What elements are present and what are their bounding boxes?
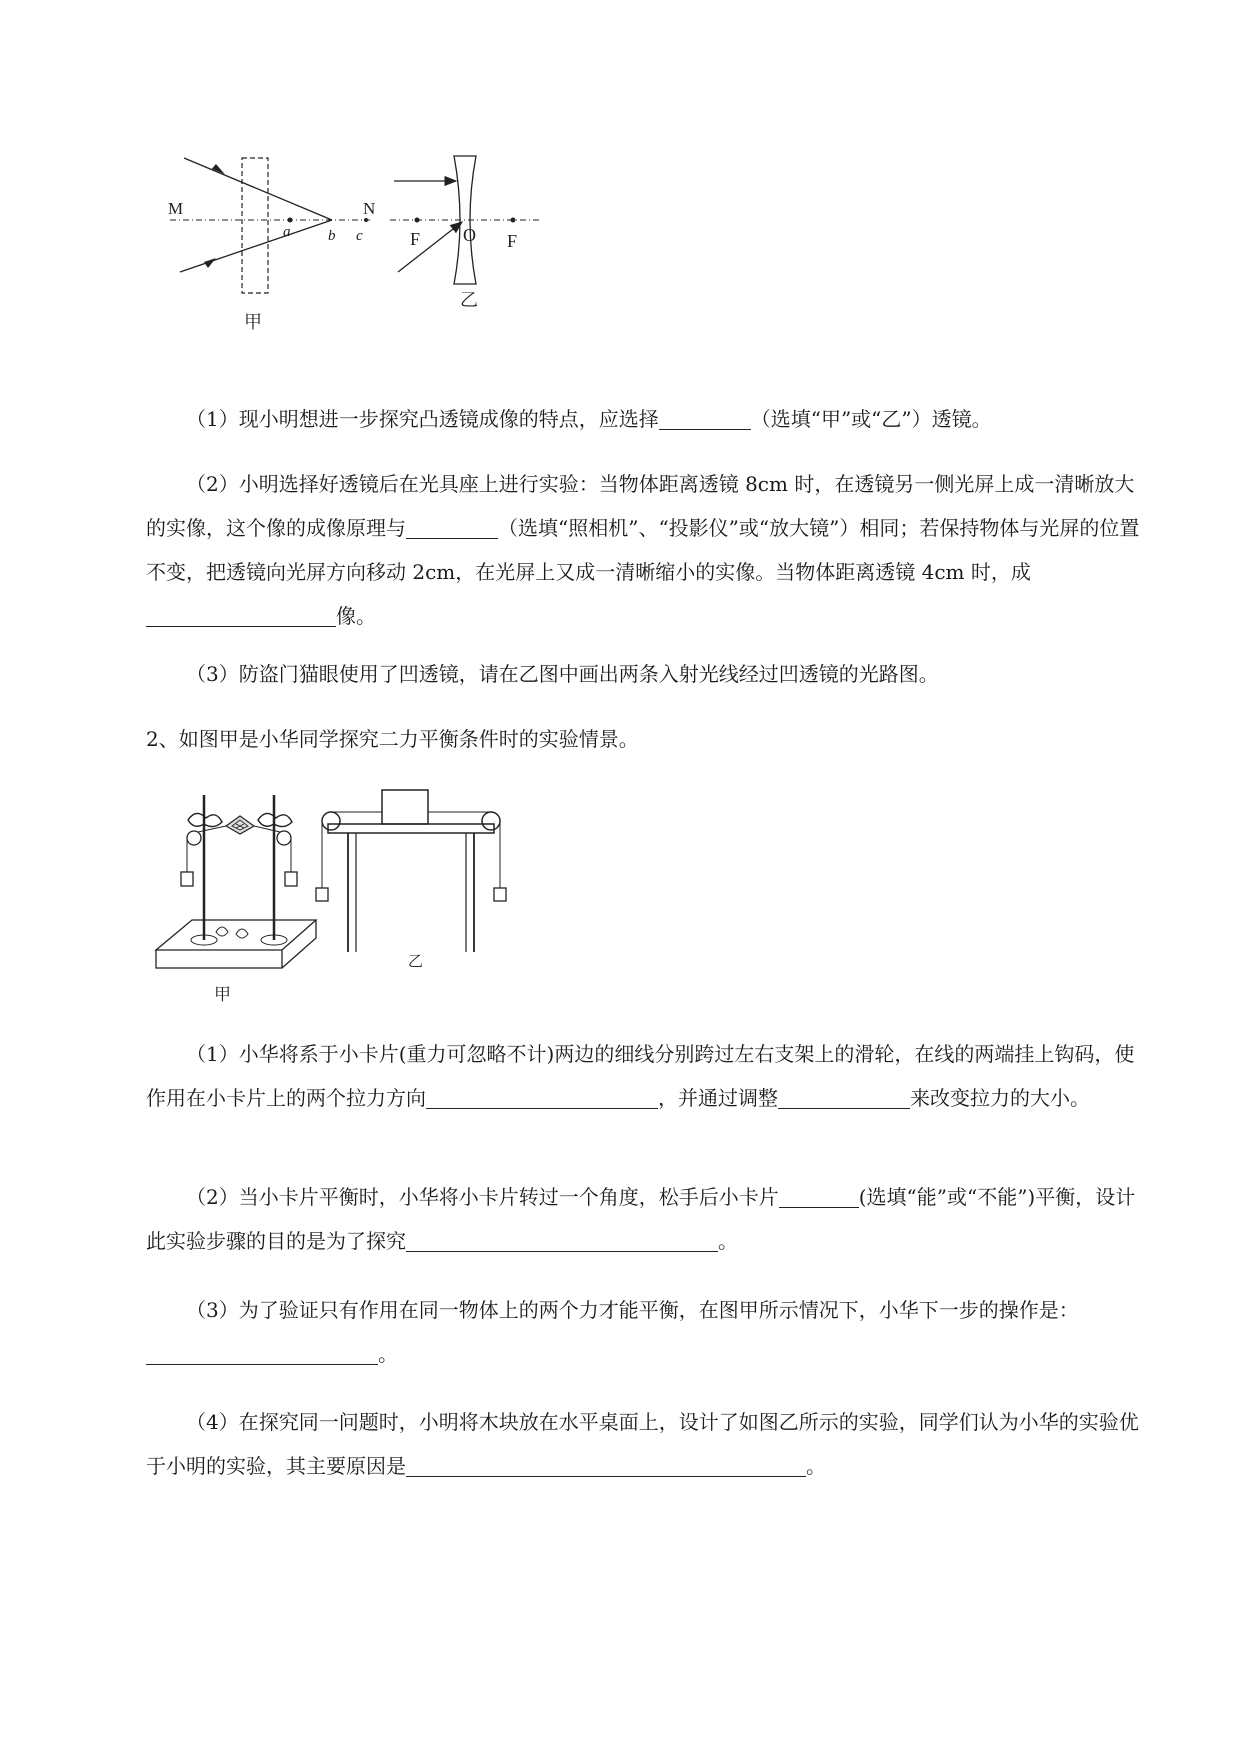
answer-blank[interactable] — [779, 1185, 859, 1208]
q1-part1 — [146, 397, 1146, 441]
q1-part2-text-a: （2）小明选择好透镜后在光具座上进行实验：当物体距离透镜 8cm 时，在透镜另一侧光屏上成一清晰放大的实像，这个像的成像原理与 — [146, 472, 1135, 540]
q2-part2 — [146, 1175, 1146, 1263]
label-c: c — [356, 228, 363, 244]
q2-part2-text-c: 。 — [718, 1229, 738, 1253]
label-a: a — [283, 224, 291, 240]
q2-part2-text-b: (选填“能”或“不能”)平衡，设计此实验步骤的目的是为了探究 — [146, 1185, 1136, 1253]
table-top — [328, 824, 494, 833]
label-yi: 乙 — [460, 290, 478, 310]
focus-right-point — [511, 218, 516, 223]
q2-part1-text-a: （1）小华将系于小卡片(重力可忽略不计)两边的细线分别跨过左右支架上的滑轮，在线的两端挂上钩码，使作用在小卡片上的两个拉力方向 — [146, 1042, 1135, 1110]
hook-weight-left — [181, 872, 193, 886]
label-F-right: F — [507, 231, 518, 251]
ray-oblique-yi — [398, 222, 462, 272]
q2-part1-text-c: 来改变拉力的大小。 — [910, 1086, 1090, 1110]
pulley-left — [187, 831, 201, 845]
focus-left-point — [415, 218, 420, 223]
label-b: b — [328, 228, 336, 244]
wood-block — [382, 790, 428, 824]
balance-figure — [150, 780, 570, 1020]
answer-blank[interactable] — [146, 604, 336, 627]
spare-weight-1 — [216, 927, 228, 936]
label-M: M — [168, 199, 184, 218]
table-weight-left — [316, 888, 328, 901]
answer-blank[interactable] — [778, 1086, 910, 1109]
q2-intro-text: 2、如图甲是小华同学探究二力平衡条件时的实验情景。 — [146, 727, 639, 751]
arrow-lower-jia — [204, 258, 216, 268]
pulley-right — [277, 831, 291, 845]
label-jia: 甲 — [244, 312, 262, 332]
answer-blank[interactable] — [406, 1454, 806, 1477]
ray-lower-jia — [180, 220, 332, 272]
ray-upper-jia — [184, 158, 332, 220]
label-N: N — [363, 199, 376, 218]
answer-blank[interactable] — [146, 1342, 378, 1365]
q2-part1 — [146, 1032, 1146, 1120]
base-board-jia — [156, 920, 316, 968]
q1-part1-text: （1）现小明想进一步探究凸透镜成像的特点，应选择 — [186, 407, 659, 431]
q2-part4 — [146, 1400, 1146, 1488]
q2-part2-text-a: （2）当小卡片平衡时，小华将小卡片转过一个角度，松手后小卡片 — [186, 1185, 779, 1209]
q1-part3-text: （3）防盗门猫眼使用了凹透镜，请在乙图中画出两条入射光线经过凹透镜的光路图。 — [186, 662, 939, 686]
answer-blank[interactable] — [426, 1086, 658, 1109]
q1-part2-text-c: 像。 — [336, 604, 376, 628]
hook-weight-right — [285, 872, 297, 886]
q2-part3-text-a: （3）为了验证只有作用在同一物体上的两个力才能平衡，在图甲所示情况下，小华下一步的操作是： — [186, 1298, 1079, 1322]
q2-intro — [146, 717, 1146, 761]
q2-part4-text-b: 。 — [806, 1454, 826, 1478]
label-F-left: F — [410, 229, 421, 249]
q1-part3 — [146, 652, 1146, 696]
table-weight-right — [494, 888, 506, 901]
lens-box-jia — [242, 158, 268, 293]
point-a — [288, 218, 293, 223]
label-jia-2: 甲 — [214, 985, 231, 1004]
label-O: O — [463, 225, 476, 245]
answer-blank[interactable] — [659, 407, 751, 430]
q2-part4-text-a: （4）在探究同一问题时，小明将木块放在水平桌面上，设计了如图乙所示的实验，同学们认为小华的实验优于小明的实验，其主要原因是 — [146, 1410, 1139, 1478]
q1-part2-text-b: （选填“照相机”、“投影仪”或“放大镜”）相同；若保持物体与光屏的位置不变，把透镜向光屏方向移动 2cm，在光屏上又成一清晰缩小的实像。当物体距离透镜 4cm 时，成 — [146, 516, 1140, 584]
q2-part3-text-b: 。 — [378, 1342, 398, 1366]
answer-blank[interactable] — [406, 516, 498, 539]
answer-blank[interactable] — [406, 1229, 718, 1252]
q2-part1-text-b: ，并通过调整 — [658, 1086, 778, 1110]
point-c — [364, 218, 368, 222]
q1-part1-tail: （选填“甲”或“乙”）透镜。 — [750, 407, 992, 431]
small-card — [226, 816, 254, 834]
table-pulley-right — [482, 812, 500, 830]
table-pulley-left — [322, 812, 340, 830]
spare-weight-2 — [236, 929, 248, 938]
label-yi-2: 乙 — [408, 954, 424, 970]
q2-part3 — [146, 1288, 1146, 1376]
lens-figure — [170, 150, 610, 370]
q1-part2 — [146, 462, 1146, 638]
